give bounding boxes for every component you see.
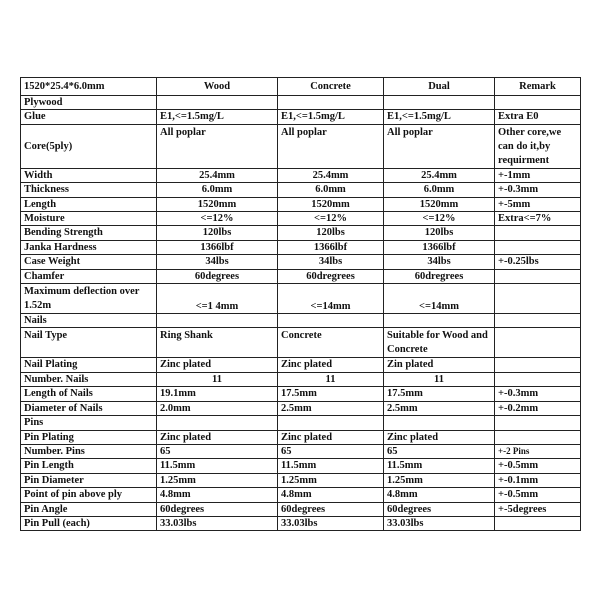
- remark-value: [495, 372, 581, 386]
- row-label: Pin Length: [21, 459, 157, 473]
- remark-value: [495, 328, 581, 358]
- table-row-nail-plating: [21, 358, 581, 372]
- concrete-value: 120lbs: [278, 226, 384, 240]
- table-row-janka-hardness: [21, 240, 581, 254]
- wood-value: <=12%: [157, 212, 278, 226]
- wood-value: 34lbs: [157, 255, 278, 269]
- row-label: Number. Nails: [21, 372, 157, 386]
- header-wood: Wood: [157, 78, 278, 96]
- table-row-pin-length: [21, 459, 581, 473]
- wood-value: 11.5mm: [157, 459, 278, 473]
- dual-value: 1366lbf: [384, 240, 495, 254]
- dual-value: 33.03lbs: [384, 516, 495, 530]
- dual-value: 1.25mm: [384, 473, 495, 487]
- row-label: Thickness: [21, 183, 157, 197]
- row-label: Pin Diameter: [21, 473, 157, 487]
- wood-value: All poplar: [157, 124, 278, 168]
- concrete-value: 17.5mm: [278, 387, 384, 401]
- concrete-value: 25.4mm: [278, 168, 384, 182]
- table-row-length-of-nails: [21, 387, 581, 401]
- dual-value: 65: [384, 444, 495, 458]
- wood-value: Ring Shank: [157, 328, 278, 358]
- table-row-case-weight: [21, 255, 581, 269]
- concrete-value: <=12%: [278, 212, 384, 226]
- concrete-value: 65: [278, 444, 384, 458]
- concrete-value: 60degrees: [278, 502, 384, 516]
- table-row-thickness: [21, 183, 581, 197]
- remark-value: +-0.1mm: [495, 473, 581, 487]
- remark-value: +-5mm: [495, 197, 581, 211]
- wood-value: 1520mm: [157, 197, 278, 211]
- table-row-pin-angle: [21, 502, 581, 516]
- row-label: Length of Nails: [21, 387, 157, 401]
- dual-value: E1,<=1.5mg/L: [384, 110, 495, 124]
- row-label: Case Weight: [21, 255, 157, 269]
- row-label: Diameter of Nails: [21, 401, 157, 415]
- remark-value: +-0.25lbs: [495, 255, 581, 269]
- concrete-value: 4.8mm: [278, 488, 384, 502]
- table-row-max-deflection: [21, 284, 581, 314]
- remark-value: +-1mm: [495, 168, 581, 182]
- concrete-value: 6.0mm: [278, 183, 384, 197]
- remark-value: +-0.2mm: [495, 401, 581, 415]
- section-plywood: [21, 96, 581, 110]
- header-concrete: Concrete: [278, 78, 384, 96]
- header-dimensions: 1520*25.4*6.0mm: [21, 78, 157, 96]
- row-label: Moisture: [21, 212, 157, 226]
- table-row-number-nails: [21, 372, 581, 386]
- table-row-number-pins: [21, 444, 581, 458]
- row-label: Maximum deflection over 1.52m: [21, 284, 157, 314]
- wood-value: 2.0mm: [157, 401, 278, 415]
- wood-value: 65: [157, 444, 278, 458]
- wood-value: 19.1mm: [157, 387, 278, 401]
- section-label: Pins: [21, 416, 157, 430]
- dual-value: 25.4mm: [384, 168, 495, 182]
- concrete-value: 1520mm: [278, 197, 384, 211]
- remark-value: +-0.3mm: [495, 183, 581, 197]
- dual-value: 11: [384, 372, 495, 386]
- concrete-value: 60dregrees: [278, 269, 384, 283]
- dual-value: 1520mm: [384, 197, 495, 211]
- wood-value: 11: [157, 372, 278, 386]
- concrete-value: 11: [278, 372, 384, 386]
- dual-value: Zinc plated: [384, 430, 495, 444]
- remark-value: Extra E0: [495, 110, 581, 124]
- remark-value: Extra<=7%: [495, 212, 581, 226]
- table-row-pin-plating: [21, 430, 581, 444]
- dual-value: 17.5mm: [384, 387, 495, 401]
- row-label: Nail Type: [21, 328, 157, 358]
- row-label: Width: [21, 168, 157, 182]
- dual-value: <=14mm: [384, 284, 495, 314]
- remark-value: +-2 Pins: [495, 444, 581, 458]
- remark-value: [495, 226, 581, 240]
- concrete-value: Zinc plated: [278, 358, 384, 372]
- dual-value: 6.0mm: [384, 183, 495, 197]
- concrete-value: Concrete: [278, 328, 384, 358]
- remark-value: +-0.5mm: [495, 459, 581, 473]
- dual-value: 60dregrees: [384, 269, 495, 283]
- dual-value: 60degrees: [384, 502, 495, 516]
- dual-value: <=12%: [384, 212, 495, 226]
- remark-value: [495, 269, 581, 283]
- table-row-moisture: [21, 212, 581, 226]
- table-row-chamfer: [21, 269, 581, 283]
- row-label: Pin Angle: [21, 502, 157, 516]
- concrete-value: 11.5mm: [278, 459, 384, 473]
- row-label: Point of pin above ply: [21, 488, 157, 502]
- row-label: Core(5ply): [21, 124, 157, 168]
- concrete-value: 1.25mm: [278, 473, 384, 487]
- section-pins: [21, 416, 581, 430]
- table-row-nail-type: [21, 328, 581, 358]
- dual-value: 11.5mm: [384, 459, 495, 473]
- wood-value: E1,<=1.5mg/L: [157, 110, 278, 124]
- table-row-diameter-of-nails: [21, 401, 581, 415]
- dual-value: 2.5mm: [384, 401, 495, 415]
- dual-value: Zin plated: [384, 358, 495, 372]
- dual-value: 120lbs: [384, 226, 495, 240]
- wood-value: <=1 4mm: [157, 284, 278, 314]
- section-nails: [21, 314, 581, 328]
- wood-value: 4.8mm: [157, 488, 278, 502]
- header-remark: Remark: [495, 78, 581, 96]
- wood-value: Zinc plated: [157, 358, 278, 372]
- table-row-pin-pull: [21, 516, 581, 530]
- concrete-value: 1366lbf: [278, 240, 384, 254]
- remark-value: [495, 358, 581, 372]
- row-label: Chamfer: [21, 269, 157, 283]
- row-label: Glue: [21, 110, 157, 124]
- wood-value: 60degrees: [157, 269, 278, 283]
- section-label: Plywood: [21, 96, 157, 110]
- remark-value: [495, 240, 581, 254]
- table-row-bending-strength: [21, 226, 581, 240]
- dual-value: 34lbs: [384, 255, 495, 269]
- concrete-value: <=14mm: [278, 284, 384, 314]
- wood-value: 60degrees: [157, 502, 278, 516]
- concrete-value: Zinc plated: [278, 430, 384, 444]
- header-dual: Dual: [384, 78, 495, 96]
- wood-value: 25.4mm: [157, 168, 278, 182]
- remark-value: +-5degrees: [495, 502, 581, 516]
- concrete-value: 34lbs: [278, 255, 384, 269]
- wood-value: 120lbs: [157, 226, 278, 240]
- row-label: Pin Plating: [21, 430, 157, 444]
- table-row-core: [21, 124, 581, 168]
- remark-value: Other core,we can do it,by requirment: [495, 124, 581, 168]
- concrete-value: 33.03lbs: [278, 516, 384, 530]
- row-label: Number. Pins: [21, 444, 157, 458]
- row-label: Nail Plating: [21, 358, 157, 372]
- table-header-row: [21, 78, 581, 96]
- dual-value: 4.8mm: [384, 488, 495, 502]
- wood-value: Zinc plated: [157, 430, 278, 444]
- concrete-value: E1,<=1.5mg/L: [278, 110, 384, 124]
- wood-value: 1.25mm: [157, 473, 278, 487]
- concrete-value: All poplar: [278, 124, 384, 168]
- dual-value: All poplar: [384, 124, 495, 168]
- remark-value: [495, 516, 581, 530]
- table-row-length: [21, 197, 581, 211]
- wood-value: 1366lbf: [157, 240, 278, 254]
- table-row-point-of-pin: [21, 488, 581, 502]
- remark-value: +-0.3mm: [495, 387, 581, 401]
- spec-table: [20, 77, 581, 531]
- table-row-glue: [21, 110, 581, 124]
- row-label: Length: [21, 197, 157, 211]
- row-label: Bending Strength: [21, 226, 157, 240]
- remark-value: [495, 430, 581, 444]
- remark-value: [495, 284, 581, 314]
- remark-value: +-0.5mm: [495, 488, 581, 502]
- table-row-pin-diameter: [21, 473, 581, 487]
- table-row-width: [21, 168, 581, 182]
- section-label: Nails: [21, 314, 157, 328]
- wood-value: 33.03lbs: [157, 516, 278, 530]
- row-label: Janka Hardness: [21, 240, 157, 254]
- concrete-value: 2.5mm: [278, 401, 384, 415]
- wood-value: 6.0mm: [157, 183, 278, 197]
- dual-value: Suitable for Wood and Concrete: [384, 328, 495, 358]
- row-label: Pin Pull (each): [21, 516, 157, 530]
